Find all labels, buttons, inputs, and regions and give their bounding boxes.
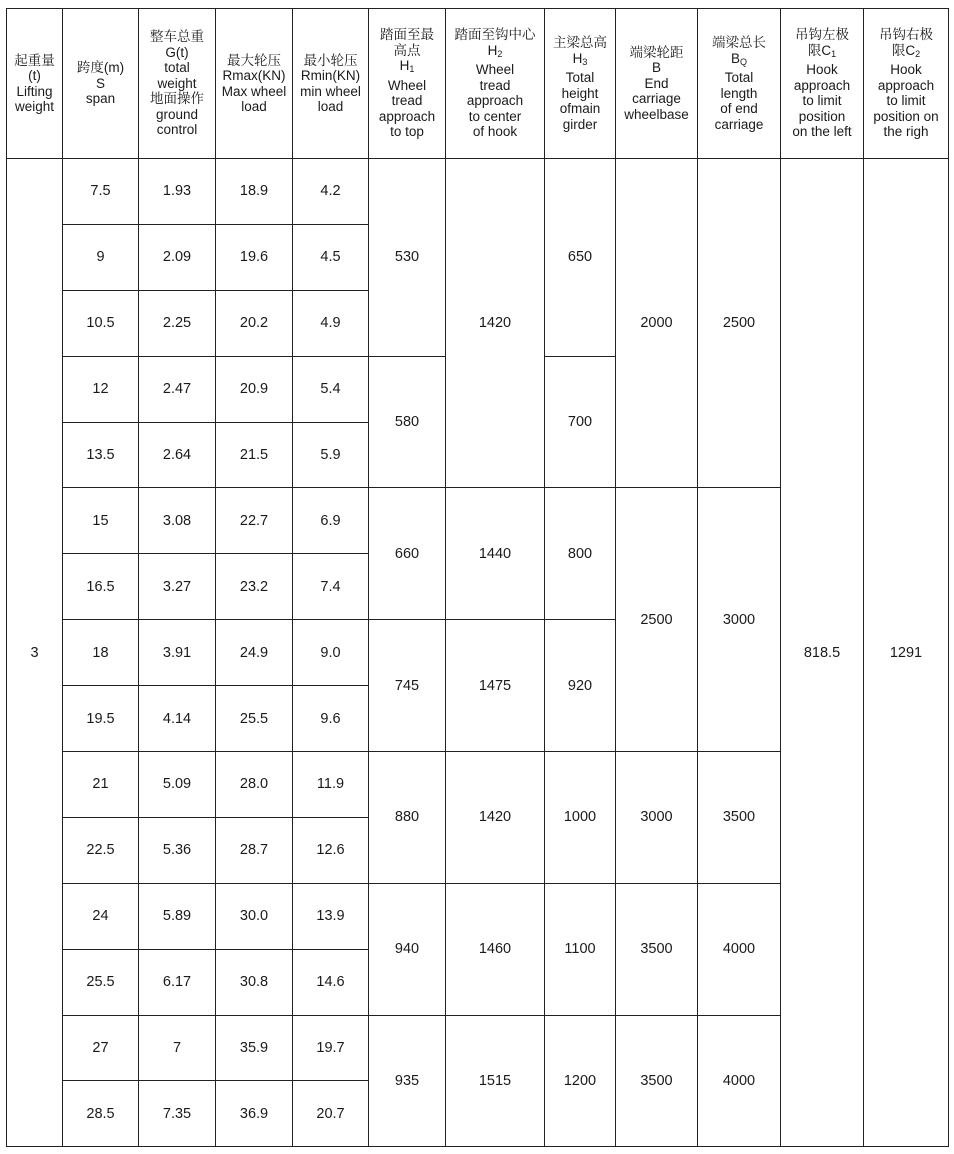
c1-cell: 818.5 <box>781 159 864 1147</box>
rmax-cell: 28.7 <box>216 817 293 883</box>
header-line <box>139 29 215 45</box>
header-line <box>781 78 863 94</box>
header-line-text: H <box>487 42 498 58</box>
header-line-text: 起重量 <box>14 52 55 68</box>
span-cell: 24 <box>63 883 139 949</box>
header-line <box>63 76 138 92</box>
header-line-text: 端梁轮距 <box>629 44 684 60</box>
header-line <box>139 45 215 61</box>
bq-cell: 3500 <box>698 752 781 884</box>
header-line <box>369 43 445 59</box>
span-cell: 16.5 <box>63 554 139 620</box>
header-line-text: the righ <box>883 124 929 140</box>
header-line-text: 限C <box>807 42 832 58</box>
header-line-text: B <box>730 50 740 66</box>
header-line <box>864 109 948 125</box>
header-line-text: on the left <box>792 124 852 140</box>
rmax-cell: 25.5 <box>216 686 293 752</box>
header-line <box>545 117 615 133</box>
span-cell: 27 <box>63 1015 139 1081</box>
header-line <box>369 78 445 94</box>
header-line-text: H <box>399 58 410 74</box>
h1-cell: 935 <box>369 1015 446 1147</box>
crane-spec-table <box>6 8 949 1147</box>
weight-cell: 3.08 <box>139 488 216 554</box>
header-line <box>216 53 292 69</box>
header-line <box>864 43 948 63</box>
header-line-text: G(t) <box>165 44 189 60</box>
h1-cell: 880 <box>369 752 446 884</box>
header-line-text: 高点 <box>393 42 421 58</box>
header-line <box>139 76 215 92</box>
header-line <box>216 84 292 100</box>
header-line <box>216 68 292 84</box>
header-line-text: 限C <box>891 42 916 58</box>
header-line <box>616 107 697 123</box>
span-cell: 21 <box>63 752 139 818</box>
h1-cell: 940 <box>369 883 446 1015</box>
header-line <box>139 122 215 138</box>
header-line <box>63 60 138 76</box>
header-line-text: span <box>85 91 116 107</box>
header-line-text: min wheel <box>300 83 361 99</box>
header-line-text: 最小轮压 <box>303 52 358 68</box>
weight-cell: 5.89 <box>139 883 216 949</box>
header-line <box>698 70 780 86</box>
header-line <box>139 91 215 107</box>
rmin-cell: 20.7 <box>293 1081 369 1147</box>
header-line-text: to top <box>390 124 424 140</box>
header-line <box>369 124 445 140</box>
span-cell: 19.5 <box>63 686 139 752</box>
header-line-text: length <box>720 85 758 101</box>
header-line-text: 踏面至钩中心 <box>454 27 536 43</box>
header-line-text: to limit <box>886 93 926 109</box>
rmax-cell: 22.7 <box>216 488 293 554</box>
h3-cell: 700 <box>545 356 616 488</box>
header-line-text: approach <box>877 77 935 93</box>
bq-cell: 3000 <box>698 488 781 752</box>
header-line-text: total <box>164 60 190 76</box>
header-line <box>698 101 780 117</box>
header-min-wheel-load <box>293 9 369 159</box>
header-line <box>139 60 215 76</box>
rmin-cell: 4.5 <box>293 224 369 290</box>
span-cell: 9 <box>63 224 139 290</box>
span-cell: 12 <box>63 356 139 422</box>
header-line <box>7 99 62 115</box>
header-line-text: Max wheel <box>221 83 287 99</box>
header-line <box>864 78 948 94</box>
header-line-text: Wheel <box>387 77 427 93</box>
weight-cell: 2.25 <box>139 290 216 356</box>
rmax-cell: 30.8 <box>216 949 293 1015</box>
header-line <box>545 70 615 86</box>
header-line-text: (t) <box>28 68 41 83</box>
h2-cell: 1475 <box>446 620 545 752</box>
rmax-cell: 24.9 <box>216 620 293 686</box>
header-line <box>293 53 368 69</box>
header-line <box>446 62 544 78</box>
h1-cell: 745 <box>369 620 446 752</box>
header-line <box>545 51 615 71</box>
header-line <box>369 109 445 125</box>
header-line <box>293 68 368 84</box>
header-line-text: 主梁总高 <box>553 35 607 50</box>
header-b <box>616 9 698 159</box>
rmin-cell: 9.6 <box>293 686 369 752</box>
header-line-text: H <box>572 50 583 66</box>
header-line <box>446 27 544 43</box>
header-row <box>7 9 949 159</box>
weight-cell: 7.35 <box>139 1081 216 1147</box>
header-line-text: load <box>317 99 344 114</box>
header-line <box>446 93 544 109</box>
header-line <box>446 78 544 94</box>
h3-cell: 1200 <box>545 1015 616 1147</box>
header-line-text: girder <box>562 116 598 132</box>
header-line <box>698 86 780 102</box>
header-line-text: weight <box>157 75 197 91</box>
header-line <box>864 27 948 43</box>
header-line <box>781 43 863 63</box>
rmax-cell: 18.9 <box>216 159 293 225</box>
header-line <box>293 84 368 100</box>
header-line-text: Total <box>724 70 754 85</box>
header-subscript: 1 <box>409 64 415 75</box>
header-line-text: approach <box>466 93 524 109</box>
header-line-text: position on <box>873 108 939 124</box>
header-line <box>293 99 368 115</box>
header-span <box>63 9 139 159</box>
header-line <box>698 35 780 51</box>
b-cell: 2000 <box>616 159 698 488</box>
rmax-cell: 30.0 <box>216 883 293 949</box>
header-line-text: weight <box>14 99 55 114</box>
header-total-weight <box>139 9 216 159</box>
header-c2 <box>864 9 949 159</box>
b-cell: 3500 <box>616 1015 698 1147</box>
header-line-text: carriage <box>632 91 681 107</box>
header-line <box>698 51 780 71</box>
header-h2 <box>446 9 545 159</box>
header-line-text: 吊钩右极 <box>879 27 933 43</box>
header-subscript: 2 <box>915 48 921 59</box>
span-cell: 25.5 <box>63 949 139 1015</box>
header-subscript: 2 <box>497 48 503 59</box>
weight-cell: 7 <box>139 1015 216 1081</box>
header-line <box>864 93 948 109</box>
rmin-cell: 7.4 <box>293 554 369 620</box>
header-line <box>369 93 445 109</box>
header-line <box>369 58 445 78</box>
header-line <box>781 62 863 78</box>
header-line <box>369 27 445 43</box>
header-line-text: 地面操作 <box>150 91 204 107</box>
header-line <box>446 43 544 63</box>
c2-cell: 1291 <box>864 159 949 1147</box>
header-line <box>7 84 62 100</box>
weight-cell: 2.64 <box>139 422 216 488</box>
span-cell: 15 <box>63 488 139 554</box>
header-line <box>616 45 697 61</box>
rmax-cell: 23.2 <box>216 554 293 620</box>
header-line-text: S <box>95 75 105 91</box>
header-line <box>781 93 863 109</box>
span-cell: 10.5 <box>63 290 139 356</box>
table-row <box>7 159 949 225</box>
weight-cell: 2.09 <box>139 224 216 290</box>
header-line <box>446 124 544 140</box>
rmin-cell: 19.7 <box>293 1015 369 1081</box>
header-line <box>616 91 697 107</box>
rmax-cell: 20.9 <box>216 356 293 422</box>
h3-cell: 920 <box>545 620 616 752</box>
span-cell: 13.5 <box>63 422 139 488</box>
bq-cell: 4000 <box>698 1015 781 1147</box>
header-max-wheel-load <box>216 9 293 159</box>
h1-cell: 580 <box>369 356 446 488</box>
weight-cell: 1.93 <box>139 159 216 225</box>
rmin-cell: 4.2 <box>293 159 369 225</box>
header-line-text: approach <box>378 108 436 124</box>
header-line-text: carriage <box>714 116 764 132</box>
b-cell: 3500 <box>616 883 698 1015</box>
h3-cell: 1000 <box>545 752 616 884</box>
header-line-text: B <box>651 60 661 76</box>
rmax-cell: 21.5 <box>216 422 293 488</box>
header-subscript: 3 <box>582 56 588 67</box>
span-cell: 22.5 <box>63 817 139 883</box>
header-line-text: Rmax(KN) <box>222 68 286 83</box>
header-c1 <box>781 9 864 159</box>
h1-cell: 530 <box>369 159 446 357</box>
header-subscript: 1 <box>831 48 837 59</box>
span-cell: 7.5 <box>63 159 139 225</box>
header-line-text: wheelbase <box>624 106 689 122</box>
header-line-text: 整车总重 <box>150 29 204 45</box>
header-line <box>864 62 948 78</box>
header-line-text: Hook <box>890 62 922 78</box>
weight-cell: 3.27 <box>139 554 216 620</box>
header-line-text: height <box>561 85 599 101</box>
b-cell: 2500 <box>616 488 698 752</box>
header-line-text: 踏面至最 <box>380 27 434 43</box>
header-subscript: Q <box>740 56 748 67</box>
h3-cell: 800 <box>545 488 616 620</box>
header-line <box>616 60 697 76</box>
header-h1 <box>369 9 446 159</box>
header-line-text: ofmain <box>559 101 601 116</box>
h3-cell: 1100 <box>545 883 616 1015</box>
b-cell: 3000 <box>616 752 698 884</box>
rmax-cell: 36.9 <box>216 1081 293 1147</box>
rmin-cell: 5.4 <box>293 356 369 422</box>
weight-cell: 5.09 <box>139 752 216 818</box>
header-line <box>216 99 292 115</box>
weight-cell: 2.47 <box>139 356 216 422</box>
bq-cell: 2500 <box>698 159 781 488</box>
lifting-weight-cell: 3 <box>7 159 63 1147</box>
header-line-text: 端梁总长 <box>712 35 766 50</box>
header-line-text: tread <box>391 93 423 109</box>
h1-cell: 660 <box>369 488 446 620</box>
span-cell: 18 <box>63 620 139 686</box>
rmin-cell: 6.9 <box>293 488 369 554</box>
header-line <box>139 107 215 123</box>
header-line-text: Hook <box>806 62 838 78</box>
header-line <box>864 124 948 140</box>
rmax-cell: 28.0 <box>216 752 293 818</box>
h2-cell: 1515 <box>446 1015 545 1147</box>
header-line <box>545 35 615 51</box>
header-line-text: control <box>156 122 198 138</box>
header-line <box>7 68 62 84</box>
header-line <box>781 27 863 43</box>
header-line <box>446 109 544 125</box>
header-line-text: End <box>644 75 669 91</box>
header-line-text: of hook <box>472 124 518 140</box>
rmin-cell: 14.6 <box>293 949 369 1015</box>
header-line-text: ground <box>155 106 199 122</box>
header-line <box>545 86 615 102</box>
rmin-cell: 13.9 <box>293 883 369 949</box>
weight-cell: 5.36 <box>139 817 216 883</box>
header-line-text: position <box>798 108 846 124</box>
rmax-cell: 19.6 <box>216 224 293 290</box>
header-line-text: Wheel <box>475 62 515 78</box>
h2-cell: 1420 <box>446 159 545 488</box>
header-line-text: Rmin(KN) <box>300 68 361 83</box>
weight-cell: 4.14 <box>139 686 216 752</box>
header-lifting-weight <box>7 9 63 159</box>
header-h3 <box>545 9 616 159</box>
header-line-text: 最大轮压 <box>227 52 281 68</box>
rmin-cell: 11.9 <box>293 752 369 818</box>
header-line-text: 跨度(m) <box>76 60 125 76</box>
header-line <box>616 76 697 92</box>
header-line-text: to limit <box>802 93 842 109</box>
header-line-text: tread <box>479 77 511 93</box>
bq-cell: 4000 <box>698 883 781 1015</box>
header-line <box>781 109 863 125</box>
header-line-text: Total <box>565 70 595 85</box>
header-line-text: load <box>241 99 267 114</box>
h2-cell: 1420 <box>446 752 545 884</box>
h2-cell: 1440 <box>446 488 545 620</box>
header-line-text: Lifting <box>16 83 53 99</box>
span-cell: 28.5 <box>63 1081 139 1147</box>
rmin-cell: 12.6 <box>293 817 369 883</box>
rmin-cell: 9.0 <box>293 620 369 686</box>
header-line <box>698 117 780 133</box>
header-line-text: to center <box>468 108 522 124</box>
h3-cell: 650 <box>545 159 616 357</box>
rmax-cell: 20.2 <box>216 290 293 356</box>
header-line-text: 吊钩左极 <box>795 27 849 43</box>
header-bq <box>698 9 781 159</box>
header-line <box>63 91 138 107</box>
rmin-cell: 5.9 <box>293 422 369 488</box>
header-line <box>545 101 615 117</box>
rmin-cell: 4.9 <box>293 290 369 356</box>
header-line-text: approach <box>793 77 851 93</box>
header-line <box>7 53 62 69</box>
weight-cell: 3.91 <box>139 620 216 686</box>
rmax-cell: 35.9 <box>216 1015 293 1081</box>
header-line <box>781 124 863 140</box>
header-line-text: of end <box>720 101 758 116</box>
weight-cell: 6.17 <box>139 949 216 1015</box>
h2-cell: 1460 <box>446 883 545 1015</box>
